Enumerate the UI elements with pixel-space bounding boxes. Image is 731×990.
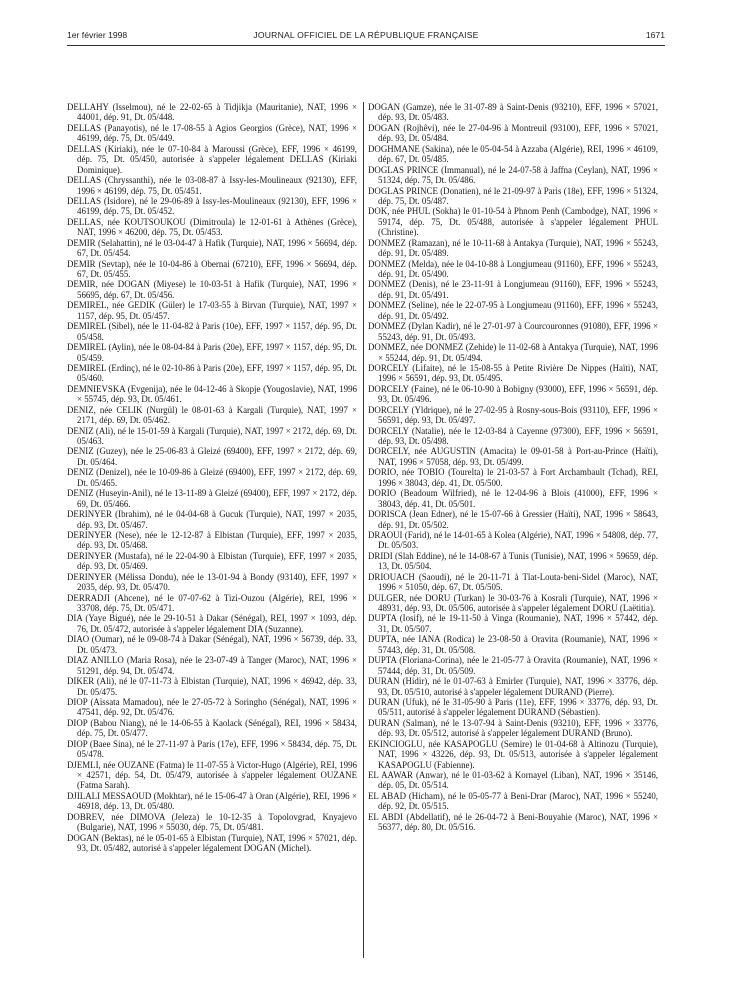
registry-entry: DELLAS (Isidore), né le 29-06-89 à Issy-les-Moulineaux (92130), EFF, 1996 × 46199, dép. 75, Dt. 05/452.	[67, 195, 357, 217]
registry-entry: DIKER (Ali), né le 07-11-73 à Elbistan (Turquie), NAT, 1996 × 46942, dép. 33, Dt. 05/475.	[67, 676, 357, 697]
registry-entry: DENIZ (Denizel), née le 10-09-86 à Gleizé (69400), EFF, 1997 × 2172, dép. 69, Dt. 05/465.	[67, 467, 357, 488]
registry-entry: DJEMLI, née OUZANE (Fatma) le 11-07-55 à Victor-Hugo (Algérie), REI, 1996 × 42571, dép. 54, Dt. 05/479, autorisée à s'appeler légalement OUZANE (Fatma Sarah).	[67, 759, 357, 791]
registry-entry: DOGHMANE (Sakina), née le 05-04-54 à Azzaba (Algérie), REI, 1996 × 46109, dép. 67, Dt. 05/485.	[368, 143, 658, 165]
registry-entry: DONMEZ (Melda), née le 04-10-88 à Longjumeau (91160), EFF, 1996 × 55243, dép. 91, Dt. 05/490.	[368, 258, 658, 279]
registry-entry: DOK, née PHUL (Sokha) le 01-10-54 à Phnom Penh (Cambodge), NAT, 1996 × 59174, dép. 75, Dt. 05/488, autorisée à s'appeler légalement PHUL (Christine).	[368, 206, 658, 238]
registry-entry: DELLAS (Panayotis), né le 17-08-55 à Agios Georgios (Grèce), NAT, 1996 × 46199, dép. 75, Dt. 05/449.	[67, 122, 357, 144]
registry-entry: DONMEZ (Denis), né le 23-11-91 à Longjumeau (91160), EFF, 1996 × 55243, dép. 91, Dt. 05/491.	[368, 279, 658, 300]
registry-entry: DIOP (Babou Niang), né le 14-06-55 à Kaolack (Sénégal), REI, 1996 × 58434, dép. 75, Dt. 05/477.	[67, 717, 357, 739]
registry-entry: DONMEZ (Ramazan), né le 10-11-68 à Antakya (Turquie), NAT, 1996 × 55243, dép. 91, Dt. 05/489.	[368, 237, 658, 259]
registry-entry: DERINYER (Ibrahim), né le 04-04-68 à Gucuk (Turquie), NAT, 1997 × 2035, dép. 93, Dt. 05/467.	[67, 509, 357, 530]
registry-entry: DOGLAS PRINCE (Donatien), né le 21-09-97 à Paris (18e), EFF, 1996 × 51324, dép. 75, Dt. 05/487.	[368, 185, 658, 206]
registry-entry: DEMIREL (Sibel), née le 11-04-82 à Paris (10e), EFF, 1997 × 1157, dép. 95, Dt. 05/458.	[67, 321, 357, 342]
registry-entry: DORCELY (Yldrique), né le 27-02-95 à Rosny-sous-Bois (93110), EFF, 1996 × 56591, dép. 93, Dt. 05/497.	[368, 404, 658, 426]
registry-entry: DOGAN (Rojhêvi), née le 27-04-96 à Montreuil (93100), EFF, 1996 × 57021, dép. 93, Dt. 05/484.	[368, 122, 658, 144]
right-column	[368, 102, 658, 833]
registry-entry: DONMEZ (Seline), née le 22-07-95 à Longjumeau (91160), EFF, 1996 × 55243, dép. 91, Dt. 05/492.	[368, 300, 658, 321]
header-rule	[67, 45, 665, 46]
registry-entry: DULGER, née DORU (Turkan) le 30-03-76 à Kosrali (Turquie), NAT, 1996 × 48931, dép. 93, Dt. 05/506, autorisée à s'appeler légalement DORU (Laëtitia).	[368, 592, 658, 613]
registry-entry: DEMIR (Sevtap), née le 10-04-86 à Obernai (67210), EFF, 1996 × 56694, dép. 67, Dt. 05/455.	[67, 258, 357, 279]
registry-entry: DENIZ (Ali), né le 15-01-59 à Kargali (Turquie), NAT, 1997 × 2172, dép. 69, Dt. 05/463.	[67, 425, 357, 446]
registry-entry: DEMIR, née DOGAN (Miyese) le 10-03-51 à Hafik (Turquie), NAT, 1996 × 56695, dép. 67, Dt. 05/456.	[67, 279, 357, 300]
registry-entry: DORIO, née TOBIO (Tourelta) le 21-03-57 à Fort Archambault (Tchad), REI, 1996 × 38043, dép. 41, Dt. 05/500.	[368, 467, 658, 488]
registry-entry: DEMNIEVSKA (Evgenija), née le 04-12-46 à Skopje (Yougoslavie), NAT, 1996 × 55745, dép. 93, Dt. 05/461.	[67, 383, 357, 405]
registry-entry: DURAN (Hidir), né le 01-07-63 à Emirler (Turquie), NAT, 1996 × 33776, dép. 93, Dt. 05/510, autorisé à s'appeler légalement DURAND (Pierre).	[368, 676, 658, 697]
registry-entry: DONMEZ (Dylan Kadir), né le 27-01-97 à Courcouronnes (91080), EFF, 1996 × 55243, dép. 91, Dt. 05/493.	[368, 321, 658, 342]
registry-entry: DORIO (Beadoum Wilfried), né le 12-04-96 à Blois (41000), EFF, 1996 × 38043, dép. 41, Dt. 05/501.	[368, 488, 658, 509]
registry-entry: EL AAWAR (Anwar), né le 01-03-62 à Kornayel (Liban), NAT, 1996 × 35146, dép. 05, Dt. 05/514.	[368, 770, 658, 791]
registry-entry: DORCELY (Natalie), née le 12-03-84 à Cayenne (97300), EFF, 1996 × 56591, dép. 93, Dt. 05/498.	[368, 425, 658, 446]
registry-entry: DENIZ (Huseyin-Anil), né le 13-11-89 à Gleizé (69400), EFF, 1997 × 2172, dép. 69, Dt. 05/466.	[67, 488, 357, 509]
registry-entry: DERINYER (Nese), née le 12-12-87 à Elbistan (Turquie), EFF, 1997 × 2035, dép. 93, Dt. 05/468.	[67, 529, 357, 551]
registry-entry: DUPTA, née IANA (Rodica) le 23-08-50 à Oravita (Roumanie), NAT, 1996 × 57443, dép. 31, Dt. 05/508.	[368, 634, 658, 655]
registry-entry: DENIZ, née CELIK (Nurgül) le 08-01-63 à Kargali (Turquie), NAT, 1997 × 2171, dép. 69, Dt. 05/462.	[67, 404, 357, 426]
page-number: 1671	[645, 30, 665, 40]
registry-entry: DIA (Yaye Bigué), née le 29-10-51 à Dakar (Sénégal), REI, 1997 × 1093, dép. 76, Dt. 05/472, autorisée à s'appeler légalement DIA (Suzanne).	[67, 613, 357, 634]
registry-entry: DENIZ (Guzey), née le 25-06-83 à Gleizé (69400), EFF, 1997 × 2172, dép. 69, Dt. 05/464.	[67, 446, 357, 467]
left-column	[67, 102, 357, 854]
registry-entry: DERINYER (Mustafa), né le 22-04-90 à Elbistan (Turquie), EFF, 1997 × 2035, dép. 93, Dt. 05/469.	[67, 550, 357, 572]
registry-entry: DOBREV, née DIMOVA (Jeleza) le 10-12-35 à Topolovgrad, Knyajevo (Bulgarie), NAT, 1996 × 55030, dép. 75, Dt. 05/481.	[67, 811, 357, 833]
issue-date: 1er février 1998	[67, 30, 128, 40]
registry-entry: DURAN (Ufuk), né le 31-05-90 à Paris (11e), EFF, 1996 × 33776, dép. 93, Dt. 05/511, autorisé à s'appeler légalement DURAND (Sébastien).	[368, 696, 658, 718]
registry-entry: DJILALI MESSAOUD (Mokhtar), né le 15-06-47 à Oran (Algérie), REI, 1996 × 46918, dép. 13, Dt. 05/480.	[67, 790, 357, 812]
registry-entry: DORCELY, née AUGUSTIN (Amacita) le 09-01-58 à Port-au-Prince (Haïti), NAT, 1996 × 57058, dép. 93, Dt. 05/499.	[368, 446, 658, 467]
registry-entry: DELLAS, née KOUTSOUKOU (Dimitroula) le 12-01-61 à Athènes (Grèce), NAT, 1996 × 46200, dép. 75, Dt. 05/453.	[67, 216, 357, 238]
registry-entry: DOGAN (Gamze), née le 31-07-89 à Saint-Denis (93210), EFF, 1996 × 57021, dép. 93, Dt. 05/483.	[368, 102, 658, 123]
page-body	[67, 102, 665, 972]
registry-entry: DIAZ ANILLO (Maria Rosa), née le 23-07-49 à Tanger (Maroc), NAT, 1996 × 51291, dép. 94, Dt. 05/474.	[67, 655, 357, 676]
registry-entry: DUPTA (Iosif), né le 19-11-50 à Vinga (Roumanie), NAT, 1996 × 57442, dép. 31, Dt. 05/507.	[368, 613, 658, 634]
registry-entry: DRIOUACH (Saoudi), né le 20-11-71 à Tlat-Louta-beni-Sidel (Maroc), NAT, 1996 × 51050, dép. 67, Dt. 05/505.	[368, 571, 658, 593]
registry-entry: DIOP (Baee Sina), né le 27-11-97 à Paris (17e), EFF, 1996 × 58434, dép. 75, Dt. 05/478.	[67, 738, 357, 760]
registry-entry: DEMIR (Selahattin), né le 03-04-47 à Hafik (Turquie), NAT, 1996 × 56694, dép. 67, Dt. 05/454.	[67, 237, 357, 259]
registry-entry: EL ABAD (Hicham), né le 05-05-77 à Beni-Drar (Maroc), NAT, 1996 × 55240, dép. 92, Dt. 05/515.	[368, 790, 658, 812]
registry-entry: DIAO (Oumar), né le 09-08-74 à Dakar (Sénégal), NAT, 1996 × 56739, dép. 33, Dt. 05/473.	[67, 634, 357, 655]
registry-entry: EKINCIOGLU, née KASAPOGLU (Semire) le 01-04-68 à Altinozu (Turquie), NAT, 1996 × 43226, dép. 93, Dt. 05/513, autorisée à s'appeler légalement KASAPOGLU (Fabienne).	[368, 738, 658, 770]
registry-entry: DORISCA (Jean Edner), né le 15-07-66 à Gressier (Haïti), NAT, 1996 × 58643, dép. 91, Dt. 05/502.	[368, 509, 658, 530]
registry-entry: DELLAHY (Isselmou), né le 22-02-65 à Tidjikja (Mauritanie), NAT, 1996 × 44001, dép. 91, Dt. 05/448.	[67, 102, 357, 123]
registry-entry: DUPTA (Floriana-Corina), née le 21-05-77 à Oravita (Roumanie), NAT, 1996 × 57444, dép. 31, Dt. 05/509.	[368, 655, 658, 676]
registry-entry: DRIDI (Slah Eddine), né le 14-08-67 à Tunis (Tunisie), NAT, 1996 × 59659, dép. 13, Dt. 05/504.	[368, 550, 658, 572]
registry-entry: DEMIREL (Erdinç), né le 02-10-86 à Paris (20e), EFF, 1997 × 1157, dép. 95, Dt. 05/460.	[67, 362, 357, 384]
registry-entry: DEMIREL (Aylin), née le 08-04-84 à Paris (20e), EFF, 1997 × 1157, dép. 95, Dt. 05/459.	[67, 342, 357, 363]
registry-entry: DELLAS (Chryssanthi), née le 03-08-87 à Issy-les-Moulineaux (92130), EFF, 1996 × 46199, dép. 75, Dt. 05/451.	[67, 175, 357, 196]
journal-title: JOURNAL OFFICIEL DE LA RÉPUBLIQUE FRANÇAISE	[253, 30, 479, 40]
registry-entry: DERRADJI (Ahcene), né le 07-07-62 à Tizi-Ouzou (Algérie), REI, 1996 × 33708, dép. 75, Dt. 05/471.	[67, 592, 357, 613]
registry-entry: DORCELY (Faine), né le 06-10-90 à Bobigny (93000), EFF, 1996 × 56591, dép. 93, Dt. 05/496.	[368, 383, 658, 405]
registry-entry: DIOP (Aïssata Mamadou), née le 27-05-72 à Soringho (Sénégal), NAT, 1996 × 47541, dép. 92, Dt. 05/476.	[67, 696, 357, 718]
registry-entry: DORCELY (Lifaite), né le 15-08-55 à Petite Rivière De Nippes (Haïti), NAT, 1996 × 56591, dép. 93, Dt. 05/495.	[368, 362, 658, 384]
registry-entry: DEMIREL, née GEDIK (Güler) le 17-03-55 à Birvan (Turquie), NAT, 1997 × 1157, dép. 95, Dt. 05/457.	[67, 300, 357, 321]
registry-entry: DRAOUI (Farid), né le 14-01-65 à Kolea (Algérie), NAT, 1996 × 54808, dép. 77, Dt. 05/503.	[368, 529, 658, 551]
page-header	[67, 30, 665, 44]
registry-entry: DONMEZ, née DONMEZ (Zehide) le 11-02-68 à Antakya (Turquie), NAT, 1996 × 55244, dép. 91, Dt. 05/494.	[368, 342, 658, 363]
registry-entry: DOGAN (Bektas), né le 05-01-65 à Elbistan (Turquie), NAT, 1996 × 57021, dép. 93, Dt. 05/482, autorisé à s'appeler légalement DOGAN (Michel).	[67, 832, 357, 854]
registry-entry: DURAN (Salman), né le 13-07-94 à Saint-Denis (93210), EFF, 1996 × 33776, dép. 93, Dt. 05/512, autorisé à s'appeler légalement DURAND (Bruno).	[368, 717, 658, 739]
registry-entry: EL ABDI (Abdellatif), né le 26-04-72 à Beni-Bouyahie (Maroc), NAT, 1996 × 56377, dép. 80, Dt. 05/516.	[368, 811, 658, 833]
registry-entry: DERINYER (Mélissa Dondu), née le 13-01-94 à Bondy (93140), EFF, 1997 × 2035, dép. 93, Dt. 05/470.	[67, 571, 357, 593]
registry-entry: DELLAS (Kiriaki), née le 07-10-84 à Maroussi (Grèce), EFF, 1996 × 46199, dép. 75, Dt. 05/450, autorisée à s'appeler légalement DELLAS (Kiriaki Dominique).	[67, 143, 357, 175]
registry-entry: DOGLAS PRINCE (Immanual), né le 24-07-58 à Jaffna (Ceylan), NAT, 1996 × 51324, dép. 75, Dt. 05/486.	[368, 164, 658, 186]
